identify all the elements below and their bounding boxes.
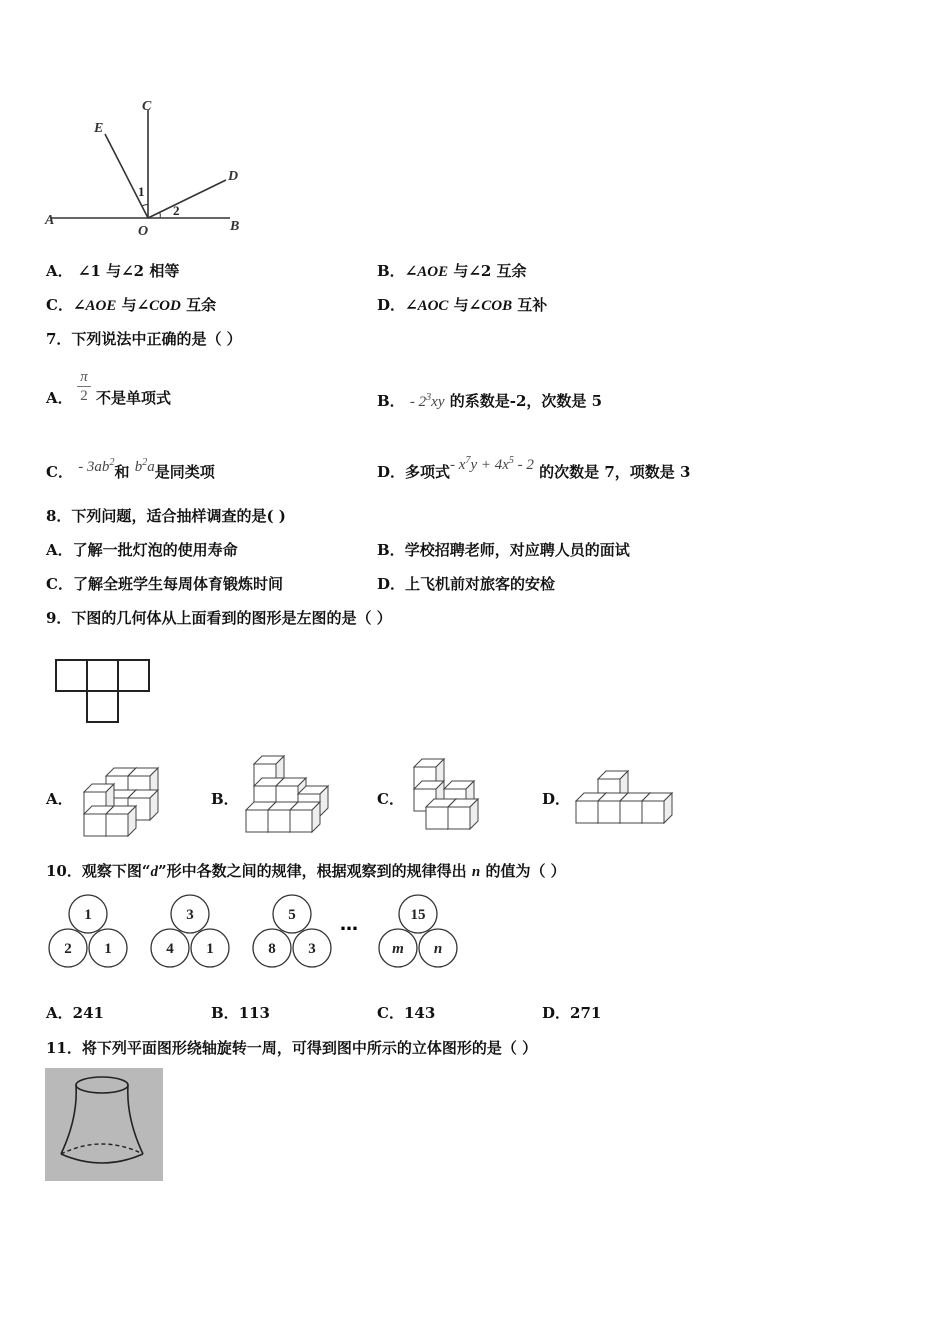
q10-option-b[interactable]: B．113 [211, 1004, 270, 1022]
q9-option-a-cubes[interactable] [78, 758, 168, 838]
cube [106, 806, 136, 836]
q9-option-a-letter[interactable]: A． [46, 790, 73, 808]
label-angle-1: 1 [138, 184, 145, 199]
circle-number-left: m [392, 941, 404, 957]
q9-option-b-cubes[interactable] [240, 750, 335, 840]
label-O: O [138, 224, 149, 239]
q9-option-d-cubes[interactable] [570, 765, 665, 835]
q7-stem: 7．下列说法中正确的是（ ） [46, 330, 242, 348]
q10-stem: 10．观察下图“d”形中各数之间的规律，根据观察到的规律得出 n 的值为（ ） [46, 862, 566, 880]
label-D: D [228, 169, 239, 184]
q7-option-a-letter[interactable]: A． [46, 389, 73, 407]
circle-number-top: 15 [410, 907, 426, 923]
q9-option-b-letter[interactable]: B． [211, 790, 239, 808]
q10-option-c[interactable]: C．143 [377, 1004, 436, 1022]
circle-number-right: n [433, 941, 443, 957]
q6-option-d[interactable]: D．∠AOC 与∠COB 互补 [377, 296, 548, 314]
q8-option-a[interactable]: A．了解一批灯泡的使用寿命 [46, 541, 238, 559]
q10-option-a[interactable]: A．241 [46, 1004, 104, 1022]
q9-option-c-letter[interactable]: C． [377, 790, 404, 808]
circle-number-right: 1 [104, 941, 112, 957]
cube [448, 799, 478, 829]
q8-option-c[interactable]: C．了解全班学生每周体育锻炼时间 [46, 575, 283, 593]
frustum-solid-figure [45, 1068, 163, 1181]
angle-figure [40, 92, 260, 242]
circle-number-top: 1 [84, 907, 92, 923]
q11-stem: 11．将下列平面图形绕轴旋转一周，可得到图中所示的立体图形的是（ ） [46, 1039, 538, 1057]
q7-option-c[interactable]: C． - $3ab^2$和 $b^2a$是同类项 [46, 457, 215, 481]
circle-number-top: 3 [186, 907, 194, 923]
d-shape-circles [40, 888, 470, 978]
ellipsis-dots: … [340, 914, 358, 935]
circle-number-right: 3 [308, 941, 316, 957]
circle-number-top: 5 [288, 907, 296, 923]
q8-stem: 8．下列问题，适合抽样调查的是( ) [46, 507, 286, 525]
label-B: B [230, 219, 240, 234]
q9-stem: 9．下图的几何体从上面看到的图形是左图的是（ ） [46, 609, 392, 627]
q10-option-d[interactable]: D．271 [542, 1004, 602, 1022]
label-C: C [142, 99, 152, 114]
q7-fraction-pi-over-2: π 2 [76, 368, 92, 405]
label-E: E [94, 121, 104, 136]
circle-number-left: 2 [64, 941, 72, 957]
q6-option-c[interactable]: C．∠AOE 与∠COD 互余 [46, 296, 217, 314]
q7-option-d[interactable]: D．多项式- $x^7y + 4x^5 - 2$ 的次数是 7，项数是 3 [377, 455, 691, 481]
cube [290, 802, 320, 832]
q6-option-b[interactable]: B．∠AOE 与∠2 互余 [377, 262, 527, 280]
q8-option-b[interactable]: B．学校招聘老师，对应聘人员的面试 [377, 541, 630, 559]
top-view-figure [55, 658, 153, 726]
label-A: A [45, 213, 55, 228]
circle-number-left: 8 [268, 941, 276, 957]
cube [642, 793, 672, 823]
q7-option-b[interactable]: B． - $2^3xy$ 的系数是-2，次数是 5 [377, 392, 603, 410]
q6-option-a[interactable]: A． ∠1 与∠2 相等 [46, 262, 180, 280]
label-angle-2: 2 [173, 203, 180, 218]
q8-option-d[interactable]: D．上飞机前对旅客的安检 [377, 575, 556, 593]
q9-option-c-cubes[interactable] [408, 755, 488, 840]
circle-number-right: 1 [206, 941, 214, 957]
q7-option-a-text: 不是单项式 [96, 389, 172, 407]
circle-number-left: 4 [166, 941, 174, 957]
ray-OE [105, 134, 148, 218]
q9-option-d-letter[interactable]: D． [542, 790, 571, 808]
